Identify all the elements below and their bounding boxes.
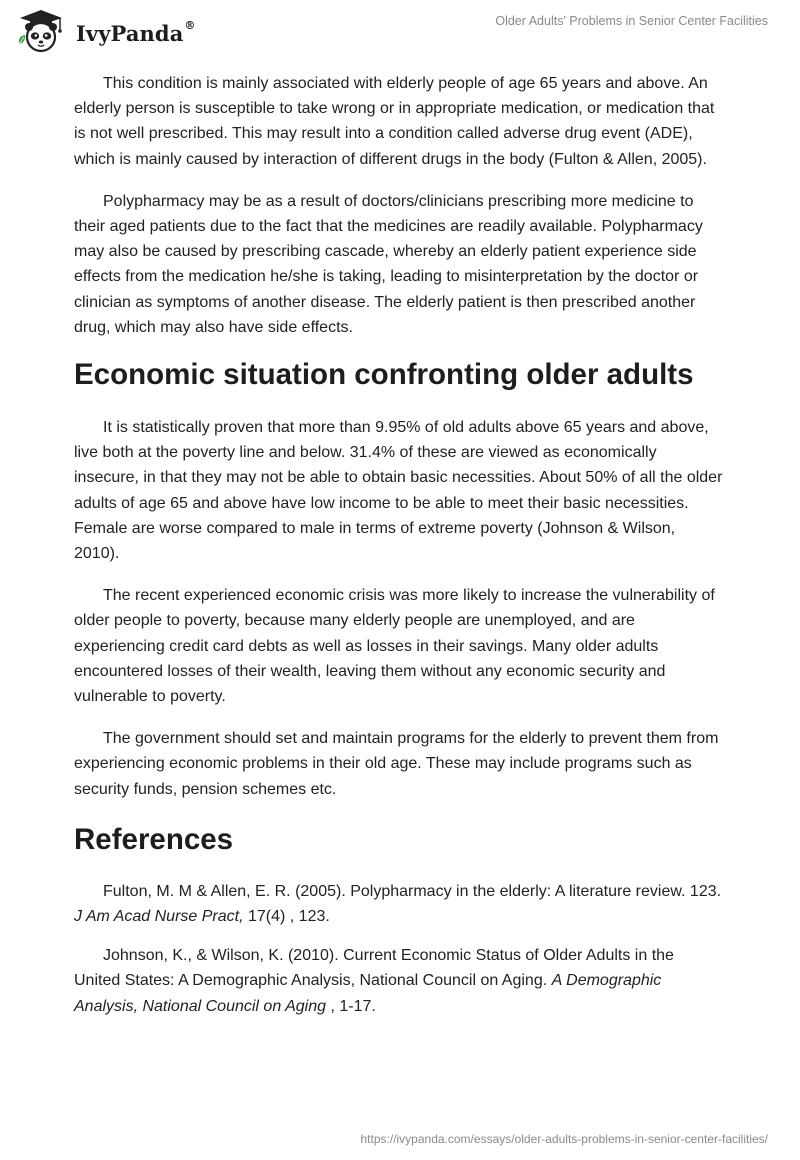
panda-graduate-icon bbox=[16, 8, 66, 54]
paragraph: The recent experienced economic crisis was more likely to increase the vulnerability of older people to poverty, because many elderly people are unemployed, and are experiencing credit card debts as well as losses in their savings. Many older adults encountered losses of their wealth, leaving them without any economic security and vulnerable to poverty. bbox=[74, 587, 715, 706]
section-heading-economic: Economic situation confronting older adults bbox=[74, 358, 694, 392]
document-title: Older Adults' Problems in Senior Center Facilities bbox=[495, 14, 768, 28]
reference-item: Fulton, M. M & Allen, E. R. (2005). Polypharmacy in the elderly: A literature review. 123. J Am Acad Nurse Pract, 17(4) , 123. bbox=[74, 882, 722, 926]
reference-list bbox=[74, 879, 724, 1019]
section-heading-references: References bbox=[74, 822, 234, 856]
registered-mark: ® bbox=[184, 18, 196, 32]
reference-journal: A Demographic Analysis, National Council on Aging bbox=[74, 972, 662, 1015]
reference-journal: J Am Acad Nurse Pract, bbox=[74, 908, 244, 926]
paragraph: It is statistically proven that more than 9.95% of old adults above 65 years and above, live both at the poverty line and below. 31.4% of these are viewed as economically insecure, in that they may not be able to obtain basic necessities. About 50% of all the older adults of age 65 and above have low income to be able to meet their basic necessities. Female are worse compared to male in terms of extreme poverty (Johnson & Wilson, 2010). bbox=[74, 419, 723, 563]
brand-name: IvyPanda® bbox=[76, 18, 196, 46]
reference-item: Johnson, K., & Wilson, K. (2010). Current Economic Status of Older Adults in the United States: A Demographic Analysis, National Council on Aging. A Demographic Analysis, National Council on Aging , 1-17. bbox=[74, 947, 674, 1015]
paragraph: Polypharmacy may be as a result of doctors/clinicians prescribing more medicine to their aged patients due to the fact that the medicines are readily available. Polypharmacy may also be caused by prescribing cascade, whereby an elderly patient experience side effects from the medication he/she is taking, leading to misinterpretation by the doctor or clinician as symptoms of another disease. The elderly patient is then prescribed another drug, which may also have side effects. bbox=[74, 192, 703, 336]
ivypanda-logo[interactable] bbox=[16, 8, 196, 54]
page-header bbox=[0, 0, 800, 60]
essay-body bbox=[74, 71, 724, 1033]
paragraph: The government should set and maintain programs for the elderly to prevent them from experiencing economic problems in their old age. These may include programs such as security funds, pension schemes etc. bbox=[74, 730, 719, 798]
source-url[interactable]: https://ivypanda.com/essays/older-adults-problems-in-senior-center-facilities/ bbox=[360, 1132, 768, 1146]
paragraph: This condition is mainly associated with elderly people of age 65 years and above. An elderly person is susceptible to take wrong or in appropriate medication, or medication that is not well prescribed. This may result into a condition called adverse drug event (ADE), which is mainly caused by interaction of different drugs in the body (Fulton & Allen, 2005). bbox=[74, 75, 715, 168]
